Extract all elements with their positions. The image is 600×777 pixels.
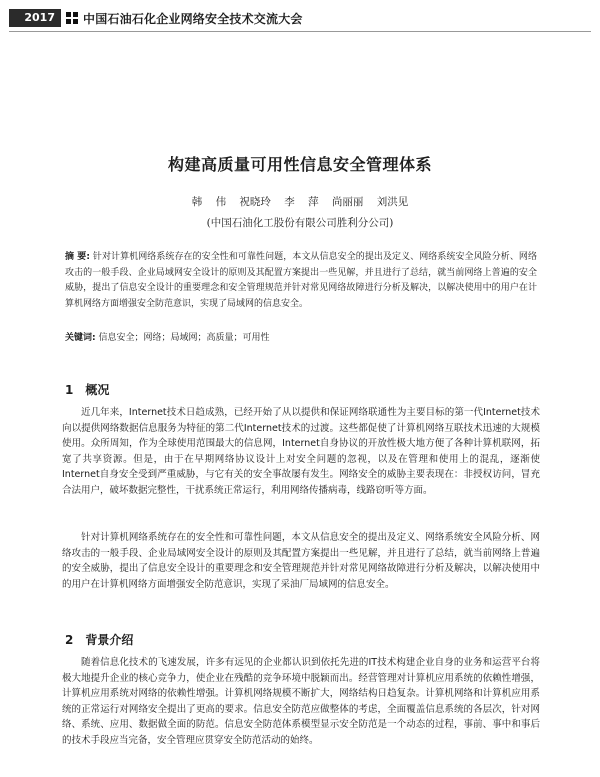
paper-title: 构建高质量可用性信息安全管理体系 <box>167 155 432 174</box>
squares-icon <box>66 12 78 24</box>
keywords <box>65 331 537 346</box>
affiliation: (中国石油化工股份有限公司胜利分公司) <box>206 217 394 229</box>
body-paragraph: 近几年来，Internet技术日趋成熟，已经开始了从以提供和保证网络联通性为主要目标的第一代Internet技术向以提供网络数据信息服务为特征的第二代Internet技术的过渡。这些都促使了计算机网络互联技术迅速的大规模使用。众所周知，作为全球使用范围最大的信息网，Internet自身协议的开放性极大地方便了各种计算机联网，拓宽了共享资源。但是，由于在早期网络协议设计上对安全问题的忽视，以及在管理和使用上的混乱，逐渐使Internet自身安全受到严重威胁，与它有关的安全事故屡有发生。网络安全的威胁主要表现在：非授权访问，冒充合法用户，破坏数据完整性，干扰系统正常运行，利用网络传播病毒，线路窃听等方面。 <box>62 407 540 496</box>
section-number: 1 <box>65 383 74 397</box>
keywords-label: 关键词: <box>65 333 96 343</box>
conference-name: 中国石油石化企业网络安全技术交流大会 <box>83 11 303 26</box>
author-list: 韩 伟 祝晓玲 李 萍 尚丽丽 刘洪见 <box>191 196 409 208</box>
abstract-text: 针对计算机网络系统存在的安全性和可靠性问题，本文从信息安全的提出及定义、网络系统安全风险分析、网络攻击的一般手段、企业局域网安全设计的原则及其配置方案提出一些见解，并且进行了总结，就当前网络上普遍的安全威胁，提出了信息安全设计的重要理念和安全管理规范并针对常见网络故障进行分析及解决，以解决使用中的用户在计算机网络方面增强安全防范意识，实现了局域网的信息安全。 <box>65 252 537 309</box>
section-heading <box>65 631 133 648</box>
body-paragraph: 针对计算机网络系统存在的安全性和可靠性问题，本文从信息安全的提出及定义、网络系统安全风险分析、网络攻击的一般手段、企业局域网安全设计的原则及其配置方案提出一些见解，并且进行了总结，就当前网络上普遍的安全威胁，提出了信息安全设计的重要理念和安全管理规范并针对常见网络故障进行分析及解决，以解决使用中的用户在计算机网络方面增强安全防范意识，实现了采油厂局域网的信息安全。 <box>62 532 540 590</box>
section-heading <box>65 381 109 398</box>
header-rule <box>9 31 591 32</box>
abstract-label: 摘 要: <box>65 252 90 262</box>
year-badge: 2017 <box>9 9 61 27</box>
section-title: 背景介绍 <box>85 633 134 647</box>
running-header <box>9 9 303 27</box>
section-title: 概况 <box>85 383 110 397</box>
abstract <box>65 250 537 312</box>
section-number: 2 <box>65 633 74 647</box>
body-paragraph: 随着信息化技术的飞速发展，许多有远见的企业都认识到依托先进的IT技术构建企业自身的业务和运营平台将极大地提升企业的核心竞争力，使企业在残酷的竞争环境中脱颖而出。经营管理对计算机应用系统的依赖性增强，计算机应用系统对网络的依赖性增强。计算机网络规模不断扩大，网络结构日趋复杂。计算机网络和计算机应用系统的正常运行对网络安全提出了更高的要求。信息安全防范应做整体的考虑，全面覆盖信息系统的各层次，针对网络、系统、应用、数据做全面的防范。信息安全防范体系模型显示安全防范是一个动态的过程，事前、事中和事后的技术手段应当完备，安全管理应贯穿安全防范活动的始终。 <box>62 657 540 746</box>
keywords-text: 信息安全；网络；局域网；高质量；可用性 <box>98 333 270 343</box>
